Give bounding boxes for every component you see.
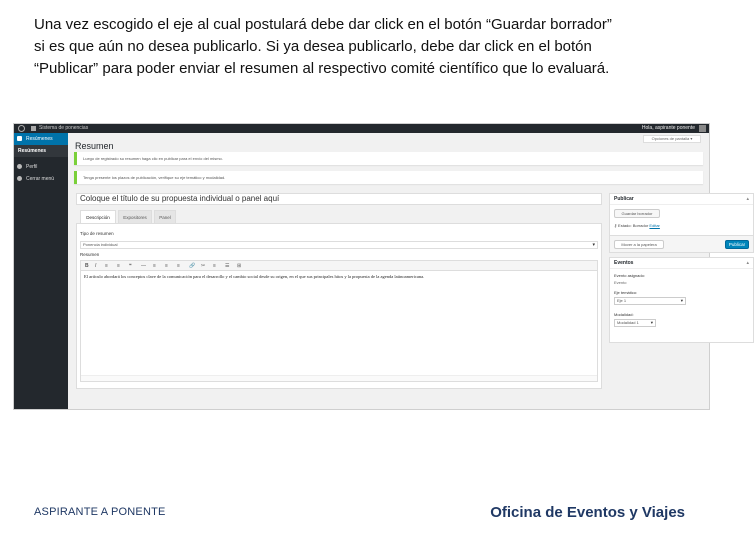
align-left-icon[interactable]: ≡ bbox=[165, 263, 168, 269]
toolbar-toggle-icon[interactable]: ☰ bbox=[225, 263, 230, 269]
edit-status-link[interactable]: Editar bbox=[649, 223, 660, 228]
resumen-label: Resumen bbox=[80, 252, 100, 257]
axis-select-value: Eje 1 bbox=[617, 298, 627, 303]
screen-options-button[interactable]: Opciones de pantalla ▾ bbox=[643, 135, 701, 143]
tipo-select[interactable] bbox=[80, 241, 598, 249]
publish-actions bbox=[610, 235, 753, 252]
italic-icon[interactable]: I bbox=[95, 263, 97, 269]
move-to-trash-button[interactable]: Mover a la papelera bbox=[614, 240, 664, 249]
user-icon bbox=[17, 164, 22, 169]
assigned-event-value: Evento bbox=[614, 280, 627, 285]
publish-button[interactable]: Publicar bbox=[725, 240, 749, 249]
footer-role-label: ASPIRANTE A PONENTE bbox=[34, 506, 166, 518]
sidebar-subitem-resumenes[interactable] bbox=[14, 145, 68, 157]
tipo-select-value: Ponencia individual bbox=[83, 242, 118, 247]
rich-text-editor[interactable] bbox=[80, 260, 598, 382]
notice-message: Luego de registrado su resumen haga clic en publicar para el envío del mismo. bbox=[74, 152, 703, 165]
sidebar-item-resumenes[interactable] bbox=[14, 133, 68, 145]
instruction-paragraph bbox=[34, 14, 694, 80]
page-title: Resumen bbox=[75, 141, 114, 151]
tab-bar bbox=[76, 210, 602, 224]
tab-descripcion[interactable]: Descripción bbox=[80, 210, 116, 224]
instruction-line: “Publicar” para poder enviar el resumen al respectivo comité científico que lo evaluará. bbox=[34, 60, 610, 77]
footer-office-name: Oficina de Eventos y Viajes bbox=[490, 504, 685, 521]
editor-statusbar bbox=[81, 375, 597, 381]
fullscreen-icon[interactable]: ⊞ bbox=[237, 263, 242, 269]
caret-down-icon: ▾ bbox=[650, 320, 653, 325]
mode-select[interactable] bbox=[614, 319, 656, 327]
post-status bbox=[614, 223, 660, 228]
axis-label: Eje temático: bbox=[614, 290, 638, 295]
user-greeting[interactable]: Hola, aspirante ponente bbox=[641, 125, 695, 131]
numbered-list-icon[interactable]: ❝ bbox=[129, 263, 132, 269]
bullet-list-icon[interactable]: ≡ bbox=[117, 263, 120, 269]
publish-box bbox=[609, 193, 754, 253]
sidebar-item-label: Resúmenes bbox=[26, 136, 53, 142]
caret-down-icon: ▾ bbox=[680, 298, 683, 303]
admin-sidebar bbox=[14, 133, 68, 409]
tab-panel-content bbox=[76, 223, 602, 389]
site-name[interactable]: Sistema de ponencias bbox=[39, 125, 89, 131]
unlink-icon[interactable]: ✂ bbox=[201, 263, 206, 269]
tab-panel[interactable]: Panel bbox=[154, 210, 176, 224]
key-icon: ⚷ bbox=[614, 223, 619, 228]
quote-icon[interactable]: — bbox=[141, 263, 146, 269]
collapse-triangle-icon[interactable]: ▴ bbox=[746, 260, 749, 266]
editor-content[interactable]: El artículo abordará los conceptos clave de la comunicación para el desarrollo y el cambio social desde su origen, en el que sus principales hitos y la propuesta de la agenda latinoamericana. bbox=[84, 274, 425, 279]
bold-icon[interactable]: B bbox=[85, 263, 89, 269]
collapse-icon bbox=[17, 176, 22, 181]
events-box-header[interactable] bbox=[610, 258, 753, 269]
mode-select-value: Modalidad 1 bbox=[617, 320, 639, 325]
align-center-icon[interactable]: ≡ bbox=[177, 263, 180, 269]
mode-label: Modalidad: bbox=[614, 312, 634, 317]
notice-message: Tenga presente los plazos de publicación, verifique su eje temático y modalidad. bbox=[74, 171, 703, 184]
instruction-line: si es que aún no desea publicarlo. Si ya desea publicarlo, debe dar click en el botón bbox=[34, 38, 592, 55]
wordpress-screenshot bbox=[13, 123, 749, 410]
collapse-triangle-icon[interactable]: ▴ bbox=[746, 196, 749, 202]
axis-select[interactable] bbox=[614, 297, 686, 305]
avatar[interactable] bbox=[699, 125, 706, 132]
link-icon[interactable]: 🔗 bbox=[189, 263, 196, 269]
sidebar-item-label: Resúmenes bbox=[18, 148, 47, 154]
sidebar-collapse-menu[interactable] bbox=[14, 173, 68, 185]
tipo-label: Tipo de resumen bbox=[80, 231, 114, 236]
tab-expositores[interactable]: Expositores bbox=[118, 210, 152, 224]
horizontal-rule-icon[interactable]: ≡ bbox=[153, 263, 156, 269]
sidebar-item-label: Cerrar menú bbox=[26, 176, 55, 182]
events-box-title: Eventos bbox=[614, 260, 634, 266]
admin-bar bbox=[14, 124, 709, 133]
more-icon[interactable]: ≡ bbox=[213, 263, 216, 269]
assigned-event-label: Evento asignado: bbox=[614, 273, 645, 278]
title-input[interactable]: Coloque el título de su propuesta individual o panel aquí bbox=[76, 193, 602, 205]
wordpress-logo-icon[interactable] bbox=[18, 125, 25, 132]
instruction-line: Una vez escogido el eje al cual postulará debe dar click en el botón “Guardar borrador” bbox=[34, 16, 612, 33]
pin-icon bbox=[17, 136, 22, 141]
sidebar-item-label: Perfil bbox=[26, 164, 38, 170]
publish-box-title: Publicar bbox=[614, 196, 634, 202]
status-text: Estado: Borrador bbox=[618, 223, 649, 228]
events-box bbox=[609, 257, 754, 343]
publish-box-header[interactable] bbox=[610, 194, 753, 205]
main-content bbox=[68, 133, 749, 409]
home-icon[interactable] bbox=[31, 126, 36, 131]
strikethrough-icon[interactable]: ≡ bbox=[105, 263, 108, 269]
save-draft-button[interactable]: Guardar borrador bbox=[614, 209, 660, 218]
caret-down-icon: ▾ bbox=[592, 242, 595, 248]
sidebar-item-perfil[interactable] bbox=[14, 161, 68, 173]
editor-toolbar bbox=[81, 261, 597, 271]
